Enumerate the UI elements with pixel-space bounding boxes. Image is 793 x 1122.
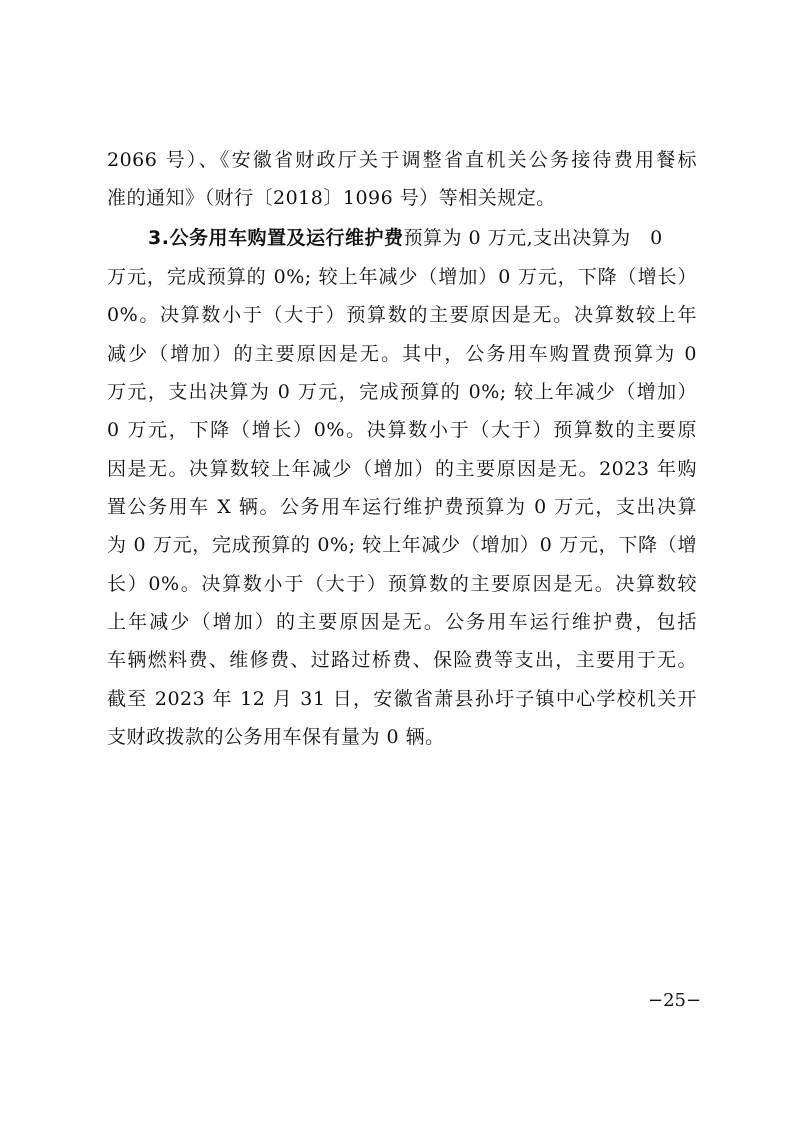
paragraph-line-4: 0%。决算数小于（大于）预算数的主要原因是无。决算数较上年: [107, 304, 697, 326]
paragraph-line-8: 因是无。决算数较上年减少（增加）的主要原因是无。2023 年购: [107, 458, 697, 480]
section-first-line-text: 预算为 0 万元,支出决算为 0: [403, 227, 663, 249]
paragraph-line-13: 车辆燃料费、维修费、过路过桥费、保险费等支出，主要用于无。: [107, 649, 697, 671]
section-first-line: [148, 226, 697, 250]
paragraph-line-1: 2066 号）、《安徽省财政厅关于调整省直机关公务接待费用餐标: [107, 149, 697, 171]
paragraph-line-2: 准的通知》（财行〔2018〕1096 号）等相关规定。: [107, 187, 556, 209]
paragraph-line-12: 上年减少（增加）的主要原因是无。公务用车运行维护费，包括: [107, 611, 697, 633]
paragraph-line-9: 置公务用车 X 辆。公务用车运行维护费预算为 0 万元，支出决算: [107, 496, 697, 518]
paragraph-line-10: 为 0 万元，完成预算的 0%; 较上年减少（增加）0 万元，下降（增: [107, 534, 697, 556]
paragraph-line-14: 截至 2023 年 12 月 31 日，安徽省萧县孙圩子镇中心学校机关开: [107, 688, 697, 710]
page-number: −25−: [648, 990, 702, 1011]
section-heading: 3.公务用车购置及运行维护费: [148, 227, 404, 249]
paragraph-line-11: 长）0%。决算数小于（大于）预算数的主要原因是无。决算数较: [107, 573, 697, 595]
paragraph-line-3: 万元，完成预算的 0%; 较上年减少（增加）0 万元，下降（增长）: [107, 266, 697, 288]
paragraph-line-7: 0 万元，下降（增长）0%。决算数小于（大于）预算数的主要原: [107, 419, 697, 441]
paragraph-line-15: 支财政拨款的公务用车保有量为 0 辆。: [107, 726, 445, 748]
paragraph-line-6: 万元，支出决算为 0 万元，完成预算的 0%; 较上年减少（增加）: [107, 381, 697, 403]
paragraph-line-5: 减少（增加）的主要原因是无。其中，公务用车购置费预算为 0: [107, 343, 697, 365]
